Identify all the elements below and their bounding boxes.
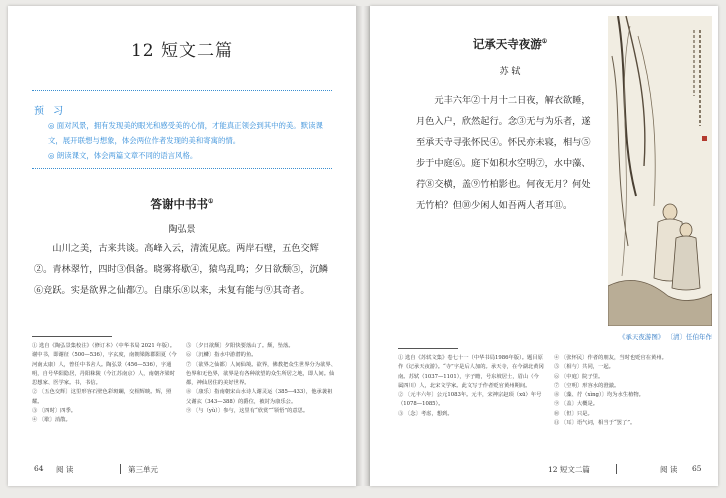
painting-caption: 《承天夜游图》 〔清〕任伯年作 (618, 333, 712, 341)
essay-title-text: 答谢中书书 (150, 197, 209, 211)
left-page (8, 6, 356, 486)
essay-title-note: ① (208, 198, 214, 206)
footnote: ⑪ 〔耳〕语气词，相当于“罢了”。 (554, 420, 636, 427)
essay-body: 山川之美，古来共谈。高峰入云，清流见底。两岸石壁，五色交辉②。青林翠竹，四时③俱备。晓雾将歇④，猿鸟乱鸣；夕日欲颓⑤，沉鳞⑥竞跃。实是欲界之仙都⑦。自康乐⑧以来，未复有能与⑨其奇者。 (34, 243, 328, 296)
footnote: ⑤ 〔夕日欲颓〕夕阳快要落山了。颓，坠落。 (186, 343, 294, 349)
footnote: ⑩ 〔但〕只是。 (554, 410, 593, 417)
footnotes-column-1 (32, 342, 178, 426)
footnote: ③ 〔念〕考虑，想到。 (398, 410, 453, 417)
painting-illustration (608, 16, 712, 326)
essay-author: 陶弘景 (168, 225, 196, 235)
essay-title-text: 记承天寺夜游 (472, 37, 542, 51)
footnote-rule (32, 336, 112, 337)
book-gutter (356, 6, 370, 486)
page-number: 65 (692, 464, 702, 473)
footer-divider (616, 464, 617, 474)
essay-author: 苏 轼 (499, 67, 521, 77)
footnote: ② 〔元丰六年〕公元1083年。元丰，宋神宗赵顼（xū）年号（1078—1085）。 (398, 392, 542, 408)
essay-title (440, 36, 580, 52)
chapter-title: 12 短文二篇 (130, 41, 234, 61)
footnotes-column-2 (554, 354, 704, 428)
footnotes-column-1 (398, 354, 544, 419)
footnote: ⑨ 〔盖〕大概是。 (554, 401, 599, 408)
footnote: ④ 〔张怀民〕作者的朋友，当时也贬官在黄州。 (554, 355, 667, 361)
dotted-divider-bottom (32, 168, 332, 169)
footnote: ⑥ 〔沉鳞〕指水中游潜的鱼。 (186, 352, 257, 359)
footnote: ⑧ 〔藻、荇（xìng）〕均为水生植物。 (554, 392, 644, 399)
footnote: ④ 〔歇〕消散。 (32, 417, 71, 424)
footnotes-column-2 (186, 342, 336, 416)
footer-section: 阅 读 (56, 465, 74, 474)
dotted-divider-top (32, 90, 332, 91)
footnote: ⑧ 〔康乐〕指南朝宋山水诗人谢灵运（385—433），他承袭祖父谢玄（343—388）的爵位，被封为康乐公。 (186, 389, 333, 405)
footnote: ⑦ 〔空明〕形容水的澄澈。 (554, 382, 620, 389)
footnote: ⑥ 〔中庭〕院子里。 (554, 373, 604, 380)
footnote-rule (398, 348, 458, 349)
footnote: ⑤ 〔相与〕共同，一起。 (554, 364, 614, 371)
footnote: ① 选自《苏轼文集》卷七十一（中华书局1986年版）。题目原作《记承天夜游》。“寺”字是后人加的。承天寺，在今湖北黄冈南。苏轼（1037—1101），字子瞻，号东坡居士，眉山（今属四川）人，北宋文学家。此文写于作者贬官黄州期间。 (398, 355, 544, 389)
preview-label: 预 习 (34, 106, 67, 117)
footnote: ③ 〔四时〕四季。 (32, 408, 77, 415)
footer-unit: 第三单元 (128, 465, 158, 474)
preview-item-1: ◎ 面对风景，拥有发现美的眼光和感受美的心情，才能真正领会到其中的美。默读课文，展开联想与想象，体会两位作者发现的美和寄寓的情。 (48, 121, 323, 145)
footer-chapter: 12 短文二篇 (548, 465, 590, 474)
essay-title (8, 196, 356, 212)
right-page (370, 6, 718, 486)
landscape-painting (608, 16, 712, 326)
essay-title-note: ① (541, 38, 548, 46)
footer-divider (120, 464, 121, 474)
page-number: 64 (34, 464, 44, 473)
essay-body: 元丰六年②十月十二日夜，解衣欲睡，月色入户，欣然起行。念③无与为乐者，遂至承天寺寻张怀民④。怀民亦未寝，相与⑤步于中庭⑥。庭下如积水空明⑦，水中藻、荇⑧交横，盖⑨竹柏影也。何夜无月？何处无竹柏？但⑩少闲人如吾两人者耳⑪。 (416, 95, 591, 211)
footnote: ⑨ 〔与（yù）〕参与，这里有“欣赏”“领悟”的意思。 (186, 408, 309, 415)
footer-section: 阅 读 (660, 465, 678, 474)
footnote: ② 〔五色交辉〕这里形容石壁色彩斑斓，交相辉映。辉，照耀。 (32, 389, 172, 405)
footnote: ① 选自《陶弘景集校注》（修订本）（中华书局 2021 年版）。谢中书，即谢征（500—536），字玄度，南朝梁陈郡阳夏（今河南太康）人，曾任中书舍人。陶弘景（456—536），字通明，自号华阳隐居，丹阳秣陵（今江苏南京）人，南朝齐梁时思想家、医学家。书，书信。 (32, 343, 177, 387)
preview-item-2: ◎ 朗读课文，体会两篇文章不同的语言风格。 (48, 151, 198, 160)
footnote: ⑦ 〔欲界之仙都〕人间仙境。欲界，佛教把众生世界分为欲界、色界和无色界，欲界是有各种欲望的众生所居之地，即人间。仙都，神仙居住的美好世界。 (186, 361, 336, 387)
